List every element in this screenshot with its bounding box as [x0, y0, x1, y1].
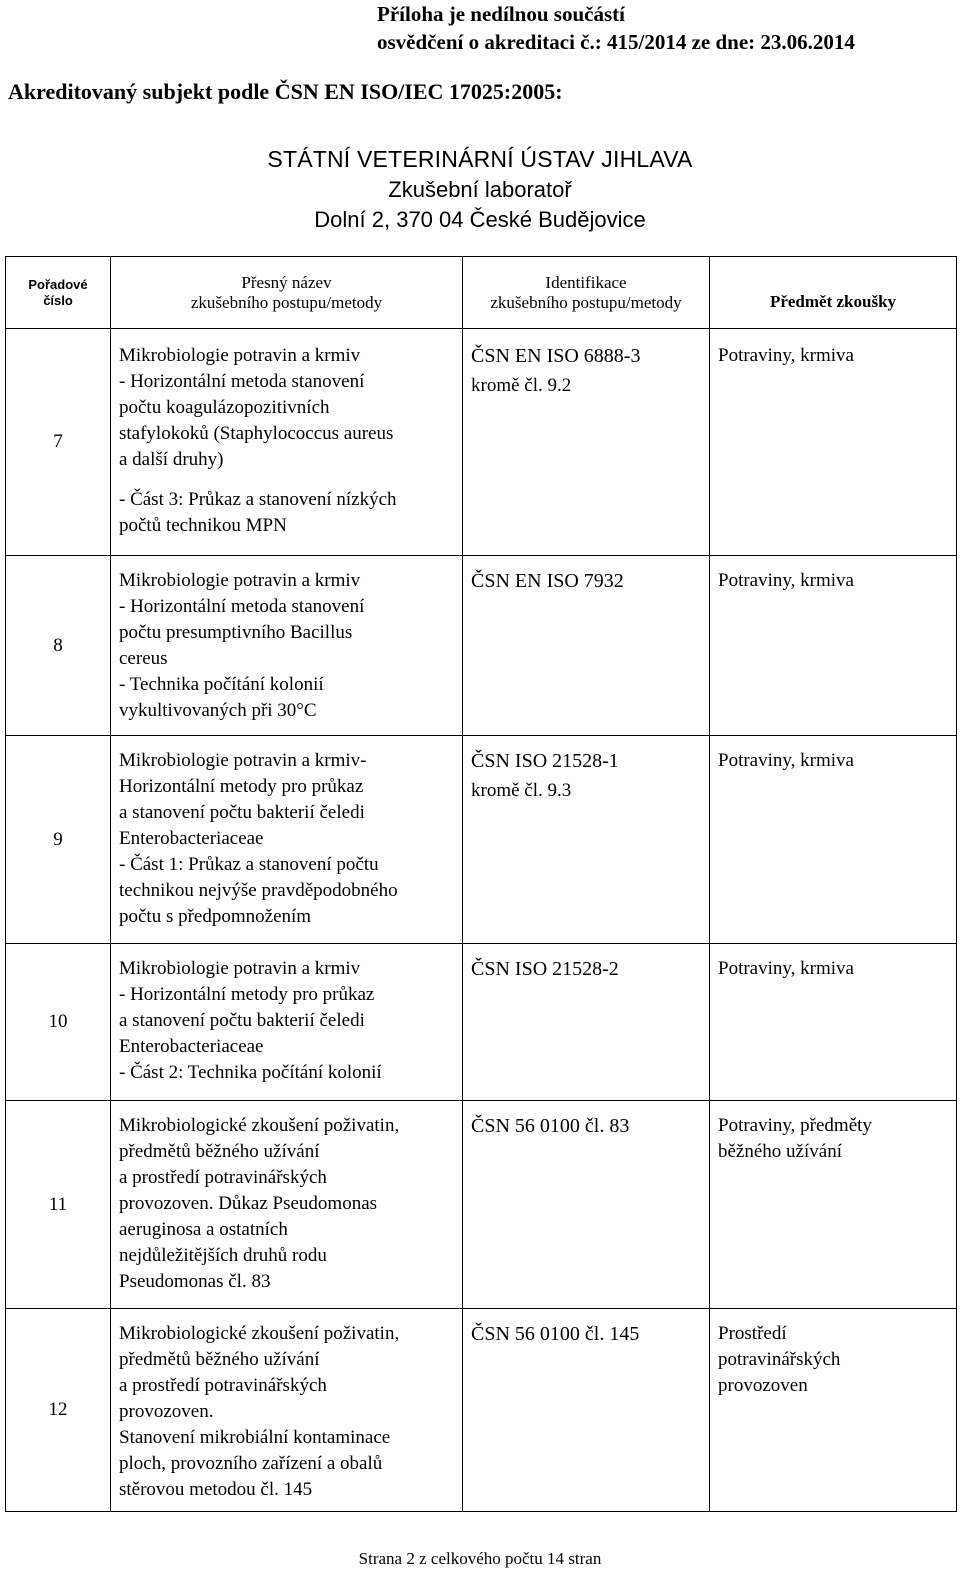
method-name-cell — [111, 944, 463, 1101]
header-test-subject — [710, 257, 957, 329]
method-name-line: nejdůležitějších druhů rodu — [119, 1245, 327, 1266]
method-name-line: stafylokoků (Staphylococcus aureus — [119, 423, 394, 444]
method-name-line: stěrovou metodou čl. 145 — [119, 1479, 313, 1500]
annex-line-1: Příloha je nedílnou součástí — [377, 2, 625, 26]
test-subject-cell — [710, 556, 957, 736]
spacer — [119, 473, 454, 487]
header-identification-line-1: Identifikace — [545, 272, 627, 292]
annex-line-2: osvědčení o akreditaci č.: 415/2014 ze dne: 23.06.2014 — [377, 30, 855, 54]
test-subject-line: Potraviny, krmiva — [718, 570, 854, 591]
method-name-line: předmětů běžného užívání — [119, 1349, 320, 1370]
method-name-line: ploch, provozního zařízení a obalů — [119, 1453, 383, 1474]
method-name-cell — [111, 1101, 463, 1309]
row-number: 8 — [6, 556, 111, 736]
table-row — [6, 1101, 957, 1309]
test-subject-line: Prostředí — [718, 1323, 787, 1344]
identification-line: ČSN EN ISO 6888-3 — [471, 345, 641, 367]
test-subject-cell — [710, 329, 957, 556]
method-name-line: a stanovení počtu bakterií čeledi — [119, 1010, 365, 1031]
method-name-line: aeruginosa a ostatních — [119, 1219, 288, 1240]
method-name-line: vykultivovaných při 30°C — [119, 700, 317, 721]
method-name-line: Mikrobiologie potravin a krmiv — [119, 958, 361, 979]
header-identification-line-2: zkušebního postupu/metody — [490, 292, 682, 312]
row-number: 9 — [6, 736, 111, 944]
row-number: 10 — [6, 944, 111, 1101]
page-number-footer: Strana 2 z celkového počtu 14 stran — [358, 1549, 602, 1568]
method-name-line: počtů technikou MPN — [119, 515, 287, 536]
method-name-line: - Část 2: Technika počítání kolonií — [119, 1062, 382, 1083]
method-name-line: a stanovení počtu bakterií čeledi — [119, 802, 365, 823]
test-subject-line: Potraviny, krmiva — [718, 958, 854, 979]
header-method-name-line-1: Přesný název — [241, 272, 332, 292]
header-order-number-line-2: číslo — [43, 292, 73, 308]
method-name-line: - Horizontální metoda stanovení — [119, 371, 365, 392]
header-order-number — [6, 257, 111, 329]
method-identification-cell — [463, 329, 710, 556]
test-subject-line: potravinářských — [718, 1349, 841, 1370]
header-method-name — [111, 257, 463, 329]
row-number: 12 — [6, 1309, 111, 1512]
test-subject-line: provozoven — [718, 1375, 808, 1396]
test-subject-cell — [710, 1101, 957, 1309]
method-name-line: a další druhy) — [119, 449, 224, 470]
table-row — [6, 944, 957, 1101]
table-row — [6, 1309, 957, 1512]
method-name-line: technikou nejvýše pravděpodobného — [119, 880, 398, 901]
method-name-line: počtu presumptivního Bacillus — [119, 622, 353, 643]
method-identification-cell — [463, 1309, 710, 1512]
method-name-line: Horizontální metody pro průkaz — [119, 776, 364, 797]
method-name-line: Mikrobiologie potravin a krmiv — [119, 570, 361, 591]
laboratory-address: Dolní 2, 370 04 České Budějovice — [314, 207, 646, 232]
method-name-cell — [111, 556, 463, 736]
organization-name: STÁTNÍ VETERINÁRNÍ ÚSTAV JIHLAVA — [267, 146, 693, 172]
header-method-name-line-2: zkušebního postupu/metody — [190, 292, 383, 312]
test-subject-line: běžného užívání — [718, 1141, 842, 1162]
method-name-line: - Horizontální metoda stanovení — [119, 596, 365, 617]
method-name-line: Mikrobiologické zkoušení poživatin, — [119, 1115, 400, 1136]
method-name-line: cereus — [119, 648, 168, 669]
test-subject-cell — [710, 1309, 957, 1512]
identification-line: ČSN EN ISO 7932 — [471, 570, 624, 592]
test-subject-line: Potraviny, krmiva — [718, 345, 854, 366]
method-name-line: Enterobacteriaceae — [119, 828, 264, 849]
table-row — [6, 329, 957, 556]
method-name-line: Mikrobiologie potravin a krmiv- — [119, 750, 367, 771]
method-name-line: Mikrobiologické zkoušení poživatin, — [119, 1323, 400, 1344]
identification-line: kromě čl. 9.3 — [471, 780, 572, 801]
method-name-line: počtu s předpomnožením — [119, 906, 312, 927]
organization-block — [0, 143, 960, 235]
header-order-number-line-1: Pořadové — [28, 276, 88, 292]
table-row — [6, 736, 957, 944]
method-name-line: Pseudomonas čl. 83 — [119, 1271, 271, 1292]
method-name-line: - Technika počítání kolonií — [119, 674, 324, 695]
method-name-cell — [111, 736, 463, 944]
method-name-line: počtu koagulázopozitivních — [119, 397, 330, 418]
method-name-line: Enterobacteriaceae — [119, 1036, 264, 1057]
method-identification-cell — [463, 1101, 710, 1309]
annex-note — [377, 0, 957, 56]
identification-line: ČSN ISO 21528-2 — [471, 958, 619, 980]
method-name-cell — [111, 329, 463, 556]
identification-line: kromě čl. 9.2 — [471, 375, 572, 396]
method-name-line: - Horizontální metody pro průkaz — [119, 984, 375, 1005]
method-name-line: - Část 1: Průkaz a stanovení počtu — [119, 854, 379, 875]
table-header-row — [6, 257, 957, 329]
test-subject-line: Potraviny, předměty — [718, 1115, 872, 1136]
identification-line: ČSN ISO 21528-1 — [471, 750, 619, 772]
method-name-line: - Část 3: Průkaz a stanovení nízkých — [119, 489, 397, 510]
method-name-line: provozoven. — [119, 1401, 214, 1422]
method-name-cell — [111, 1309, 463, 1512]
identification-line: ČSN 56 0100 čl. 83 — [471, 1115, 630, 1137]
header-test-subject-text: Předmět zkoušky — [769, 291, 897, 311]
table-row — [6, 556, 957, 736]
method-identification-cell — [463, 736, 710, 944]
header-identification — [463, 257, 710, 329]
test-subject-cell — [710, 944, 957, 1101]
method-identification-cell — [463, 944, 710, 1101]
test-subject-line: Potraviny, krmiva — [718, 750, 854, 771]
method-name-line: Mikrobiologie potravin a krmiv — [119, 345, 361, 366]
accredited-subject: Akreditovaný subjekt podle ČSN EN ISO/IEC 17025:2005: — [8, 79, 563, 104]
row-number: 7 — [6, 329, 111, 556]
method-identification-cell — [463, 556, 710, 736]
row-number: 11 — [6, 1101, 111, 1309]
method-name-line: Stanovení mikrobiální kontaminace — [119, 1427, 391, 1448]
method-name-line: provozoven. Důkaz Pseudomonas — [119, 1193, 378, 1214]
method-name-line: předmětů běžného užívání — [119, 1141, 320, 1162]
test-subject-cell — [710, 736, 957, 944]
identification-line: ČSN 56 0100 čl. 145 — [471, 1323, 640, 1345]
test-methods-table — [5, 256, 957, 1512]
laboratory-name: Zkušební laboratoř — [388, 177, 572, 202]
method-name-line: a prostředí potravinářských — [119, 1167, 327, 1188]
method-name-line: a prostředí potravinářských — [119, 1375, 327, 1396]
